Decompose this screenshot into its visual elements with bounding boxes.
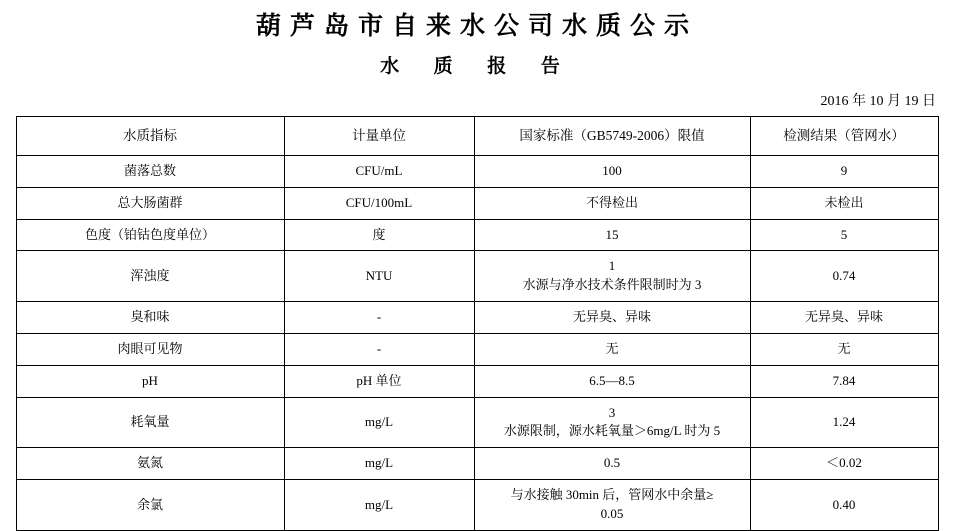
cell-result: 7.84 — [750, 365, 938, 397]
table-row — [16, 365, 938, 397]
cell-result: 5 — [750, 219, 938, 251]
cell-standard — [474, 333, 750, 365]
table-row — [16, 302, 938, 334]
cell-indicator: 余氯 — [16, 480, 284, 531]
table-row — [16, 397, 938, 448]
standard-line: 3 — [608, 404, 616, 420]
table-row — [16, 187, 938, 219]
column-header-result: 检测结果（管网水） — [750, 117, 938, 156]
water-quality-table — [16, 116, 939, 531]
cell-indicator: 浑浊度 — [16, 251, 284, 302]
cell-result: ＜0.02 — [750, 448, 938, 480]
standard-line: 不得检出 — [585, 194, 638, 210]
cell-result: 无异臭、异味 — [750, 302, 938, 334]
table-row — [16, 251, 938, 302]
cell-standard — [474, 397, 750, 448]
cell-indicator: 臭和味 — [16, 302, 284, 334]
cell-unit: CFU/mL — [284, 155, 474, 187]
standard-line: 无异臭、异味 — [572, 309, 651, 325]
cell-standard — [474, 155, 750, 187]
table-row — [16, 219, 938, 251]
cell-standard — [474, 251, 750, 302]
table-body — [16, 117, 938, 531]
cell-standard — [474, 448, 750, 480]
standard-line: 1 — [608, 258, 616, 274]
cell-result: 9 — [750, 155, 938, 187]
standard-line: 与水接触 30min 后，管网水中余量≥ — [510, 487, 714, 503]
cell-indicator: 肉眼可见物 — [16, 333, 284, 365]
report-date: 2016 年 10 月 19 日 — [820, 94, 936, 110]
standard-line: 0.5 — [603, 455, 621, 471]
page-title: 葫芦岛市自来水公司水质公示 — [255, 11, 698, 40]
cell-standard — [474, 302, 750, 334]
table-header-row — [16, 117, 938, 156]
cell-unit: mg/L — [284, 397, 474, 448]
cell-unit: mg/L — [284, 448, 474, 480]
standard-line: 水源与净水技术条件限制时为 3 — [522, 277, 702, 293]
cell-indicator: 耗氧量 — [16, 397, 284, 448]
cell-indicator: 氨氮 — [16, 448, 284, 480]
table-row — [16, 155, 938, 187]
page-subtitle: 水 质 报 告 — [380, 55, 574, 78]
cell-unit: pH 单位 — [284, 365, 474, 397]
cell-indicator: 菌落总数 — [16, 155, 284, 187]
standard-line: 15 — [605, 226, 619, 242]
cell-unit: NTU — [284, 251, 474, 302]
cell-result: 未检出 — [750, 187, 938, 219]
standard-line: 6.5—8.5 — [589, 372, 635, 388]
standard-line: 无 — [605, 340, 619, 356]
cell-result: 0.74 — [750, 251, 938, 302]
cell-unit: 度 — [284, 219, 474, 251]
cell-unit: CFU/100mL — [284, 187, 474, 219]
cell-standard — [474, 365, 750, 397]
cell-result: 0.40 — [750, 480, 938, 531]
standard-line: 100 — [602, 162, 622, 178]
standard-line: 0.05 — [600, 505, 624, 521]
cell-unit: mg/L — [284, 480, 474, 531]
cell-standard — [474, 219, 750, 251]
cell-indicator: 色度（铂钴色度单位） — [16, 219, 284, 251]
cell-unit: - — [284, 302, 474, 334]
column-header-standard: 国家标准（GB5749-2006）限值 — [474, 117, 750, 156]
table-row — [16, 448, 938, 480]
cell-result: 无 — [750, 333, 938, 365]
cell-indicator: pH — [16, 365, 284, 397]
column-header-indicator: 水质指标 — [16, 117, 284, 156]
column-header-unit: 计量单位 — [284, 117, 474, 156]
cell-standard — [474, 480, 750, 531]
table-row — [16, 480, 938, 531]
cell-result: 1.24 — [750, 397, 938, 448]
cell-unit: - — [284, 333, 474, 365]
cell-indicator: 总大肠菌群 — [16, 187, 284, 219]
cell-standard — [474, 187, 750, 219]
table-row — [16, 333, 938, 365]
standard-line: 水源限制，源水耗氧量＞6mg/L 时为 5 — [503, 423, 721, 439]
